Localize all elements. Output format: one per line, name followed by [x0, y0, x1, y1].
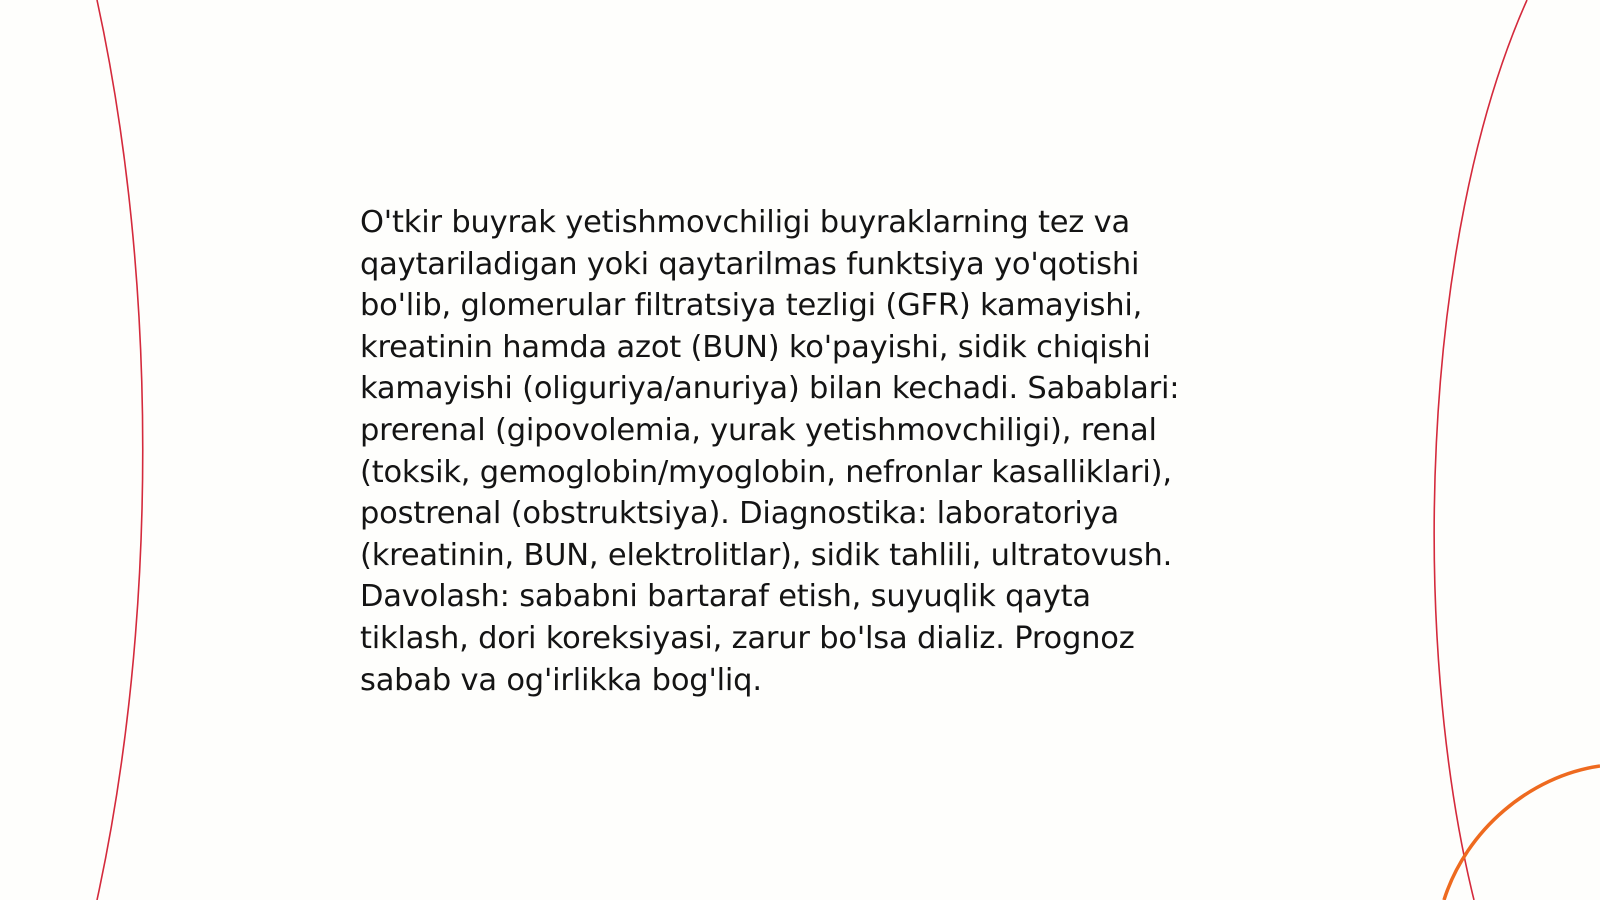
slide-body-text: O'tkir buyrak yetishmovchiligi buyraklarning tez va qaytariladigan yoki qaytarilmas funktsiya yo'qotishi bo'lib, glomerular filtratsiya tezligi (GFR) kamayishi, kreatinin hamda azot (BUN) ko'payishi, sidik chiqishi kamayishi (oliguriya/anuriya) bilan kechadi. Sabablari: prerenal (gipovolemia, yurak yetishmovchiligi), renal (toksik, gemoglobin/myoglobin, nefronlar kasalliklari), postrenal (obstruktsiya). Diagnostika: laboratoriya (kreatinin, BUN, elektrolitlar), sidik tahlili, ultratovush. Davolash: sababni bartaraf etish, suyuqlik qayta tiklash, dori koreksiyasi, zarur bo'lsa dializ. Prognoz sabab va og'irlikka bog'liq. [360, 205, 1180, 698]
left-curve [97, 0, 143, 900]
right-curve [1434, 0, 1527, 900]
corner-orange-arc [1444, 766, 1600, 900]
